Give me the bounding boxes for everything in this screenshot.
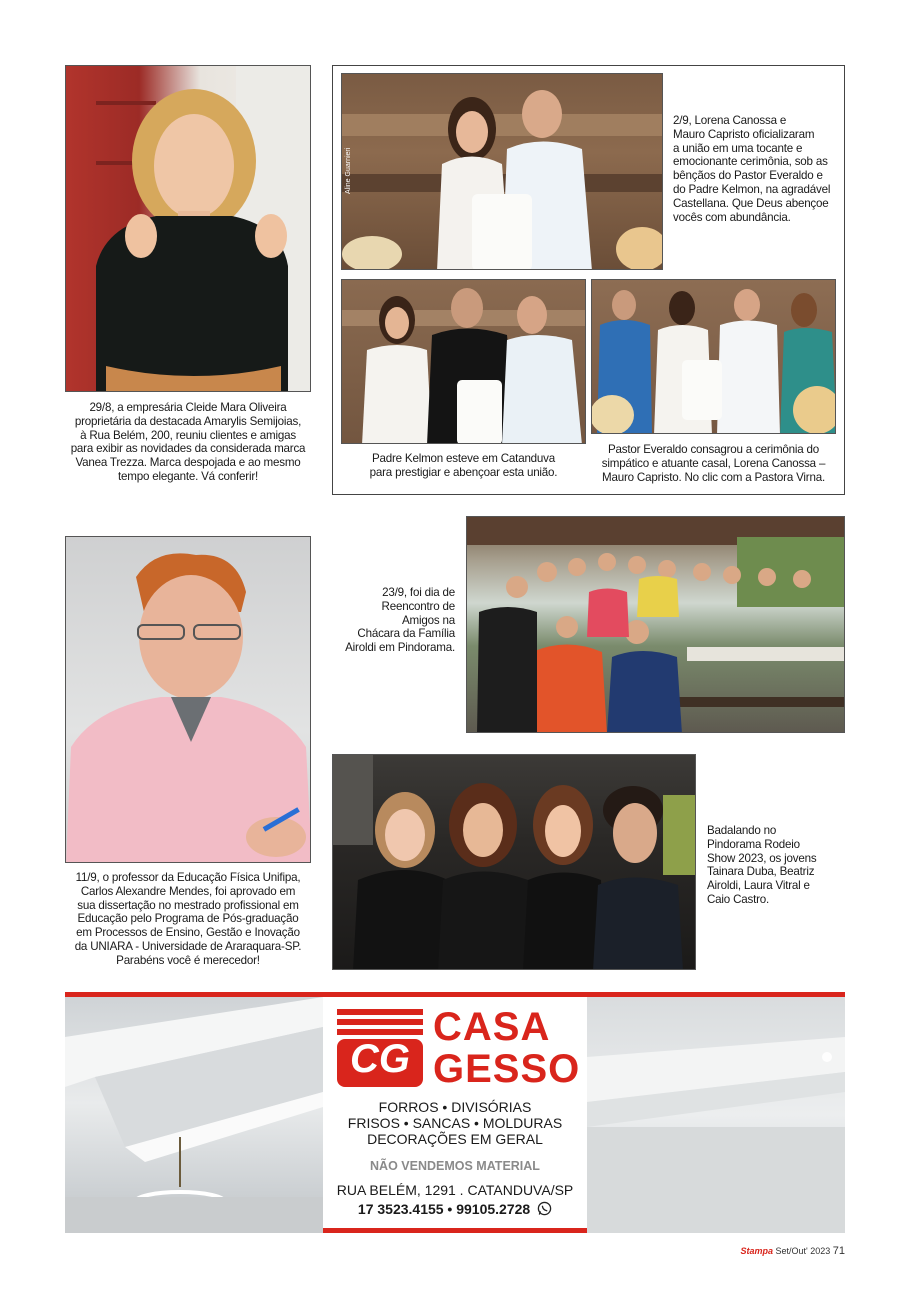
logo-letters: CG: [350, 1037, 410, 1081]
caption-everaldo: Pastor Everaldo consagrou a cerimônia do simpático e atuante casal, Lorena Canossa – Mauro Capristo. No clic com a Pastora Virna.: [601, 443, 826, 484]
magazine-name: Stampa: [740, 1246, 773, 1256]
ad-ceiling-photo-right-figure: [587, 997, 845, 1233]
caption-cleide: 29/8, a empresária Cleide Mara Oliveira proprietária da destacada Amarylis Semijoias, à Rua Belém, 200, reuniu clientes e amigas para exibir as novidades da considerada marca Vanea Trezza. Marca despojada e ao mesmo tempo elegante. Vá conferir!: [70, 401, 306, 483]
photo-carlos: [65, 536, 311, 863]
photo-pastor-everaldo: [591, 279, 836, 434]
phones-row: [323, 1201, 587, 1217]
photo-pastor-everaldo-figure: [592, 280, 836, 434]
services-line-2: FRISOS • SANCAS • MOLDURAS: [347, 1115, 563, 1131]
photo-reencontro: [466, 516, 845, 733]
phones-text: 17 3523.4155 • 99105.2728: [357, 1201, 531, 1217]
brand-gesso: GESSO: [433, 1047, 581, 1091]
page-number: 71: [832, 1245, 845, 1257]
caption-kelmon: Padre Kelmon esteve em Catanduva para prestigiar e abençoar esta união.: [369, 452, 558, 479]
address-text: RUA BELÉM, 1291 . CATANDUVA/SP: [336, 1182, 574, 1198]
photo-wedding-couple-figure: [342, 74, 663, 270]
caption-reencontro: 23/9, foi dia de Reencontro de Amigos na Chácara da Família Airoldi em Pindorama.: [345, 586, 455, 655]
ad-ceiling-photo-left: [65, 997, 323, 1233]
ad-bottom-red-bar: [323, 1228, 587, 1233]
brand-casa: CASA: [433, 1005, 551, 1049]
caption-carlos: 11/9, o professor da Educação Física Unifipa, Carlos Alexandre Mendes, foi aprovado em sua dissertação no mestrado profissional em Educação pelo Programa de Pós-graduação em Processos de Ensino, Gestão e Inovação da UNIARA - Universidade de Araraquara-SP. Parabéns você é merecedor!: [74, 871, 302, 967]
photo-rodeio-figure: [333, 755, 696, 970]
services-line-1: FORROS • DIVISÓRIAS: [378, 1099, 532, 1115]
photo-credit: Aline Guarnieri: [345, 147, 352, 194]
photo-cleide-figure: [66, 66, 311, 392]
ad-ceiling-photo-right: [587, 997, 845, 1233]
ad-ceiling-photo-left-figure: [65, 997, 323, 1233]
photo-rodeio: [332, 754, 696, 970]
photo-wedding-couple: [341, 73, 663, 270]
photo-padre-kelmon-figure: [342, 280, 586, 444]
photo-reencontro-figure: [467, 517, 845, 733]
page-footer: [740, 1245, 845, 1257]
services-line-3: DECORAÇÕES EM GERAL: [367, 1131, 543, 1147]
whatsapp-icon: [537, 1201, 552, 1216]
photo-cleide: [65, 65, 311, 392]
ad-panel: [323, 997, 587, 1233]
caption-rodeio: Badalando no Pindorama Rodeio Show 2023, os jovens Tainara Duba, Beatriz Airoldi, Laura Vitral e Caio Castro.: [707, 824, 817, 906]
photo-carlos-figure: [66, 537, 311, 863]
photo-padre-kelmon: [341, 279, 586, 444]
notice-text: NÃO VENDEMOS MATERIAL: [370, 1159, 540, 1173]
caption-wedding: 2/9, Lorena Canossa e Mauro Capristo oficializaram a união em uma tocante e emocionante cerimônia, sob as bênçãos do Pastor Everaldo e do Padre Kelmon, na agradável Castellana. Que Deus abençoe vocês com abundância.: [673, 114, 831, 224]
issue-label: Set/Out' 2023: [775, 1246, 831, 1256]
